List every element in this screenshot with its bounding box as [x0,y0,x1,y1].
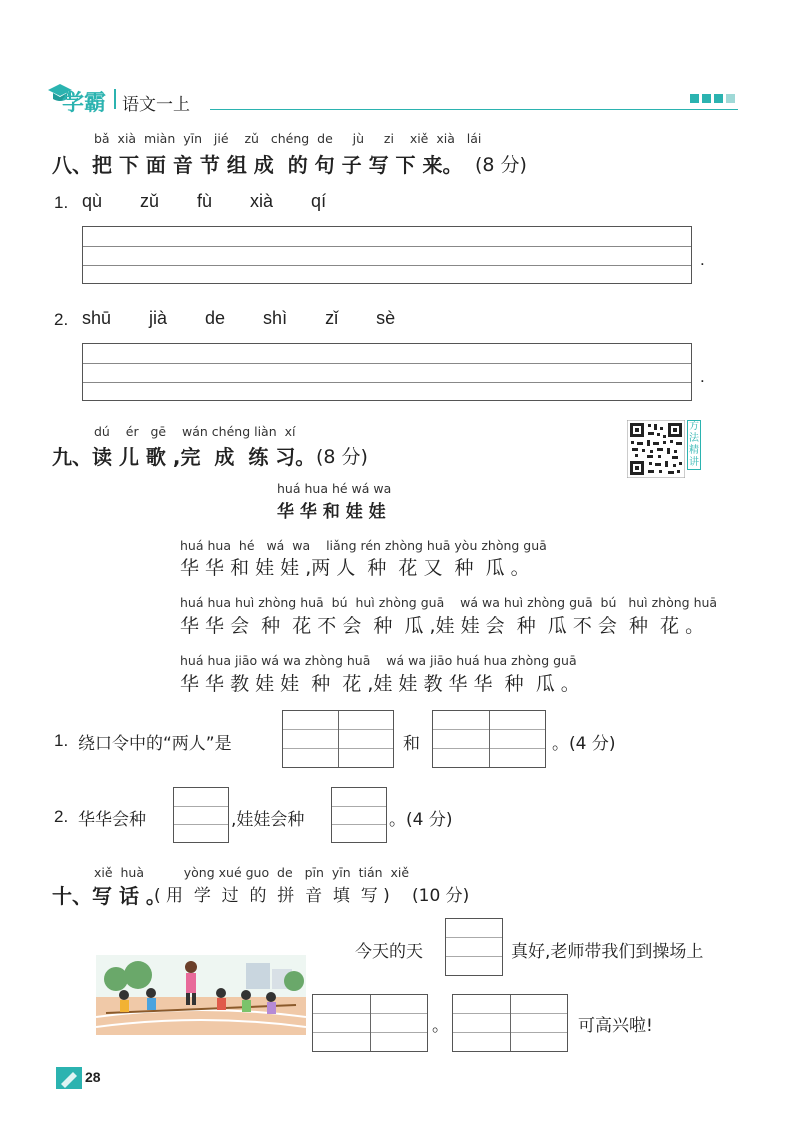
s10-line1-b: 真好,老师带我们到操场上 [511,942,704,962]
q8-2-number: 2. [54,310,69,329]
qr-code-icon [627,420,685,478]
q8-2-answer-lines[interactable] [82,343,692,401]
page-number: 28 [85,1069,101,1085]
header-squares [690,94,740,104]
q9-2-text-b: ,娃娃会种 [231,810,305,830]
q9-1-answer-b[interactable] [432,710,546,768]
s10-line1-a: 今天的天 [355,942,423,962]
pencil-icon [56,1067,82,1089]
logo-text: 学霸 [62,91,107,116]
q9-2-answer-b[interactable] [331,787,387,843]
section10-title: 十、写 话 。 [52,884,166,908]
section9-score: (8 分) [316,446,368,468]
q9-1-answer-a[interactable] [282,710,394,768]
q8-2-syllables: shū jià de shì zǐ sè [82,308,396,328]
s10-answer-activity-1[interactable] [312,994,428,1052]
header-rule [210,109,738,110]
q8-1-period: . [700,250,705,269]
q9-2-score: 。(4 分) [389,810,453,830]
q8-2-period: . [700,367,705,386]
section8-score: (8 分) [475,154,527,176]
children-playground-illustration [96,955,306,1035]
section10-paren: ( 用 学 过 的 拼 音 填 写 ) [154,886,390,906]
book-title: 语文一上 [122,95,190,115]
poem-title: 华 华 和 娃 娃 [277,502,386,522]
poem-line3-pinyin: huá hua jiāo wá wa zhòng huā wá wa jiāo huá hua zhòng guā [180,653,577,668]
section8-title: 八、把 下 面 音 节 组 成 的 句 子 写 下 来。 [52,153,463,177]
s10-line2-period: 。 [432,1016,449,1036]
poem-line3: 华 华 教 娃 娃 种 花 ,娃 娃 教 华 华 种 瓜 。 [180,673,580,695]
s10-answer-activity-2[interactable] [452,994,568,1052]
section9-title: 九、读 儿 歌 ,完 成 练 习。 [52,445,316,469]
section8-pinyin: bǎ xià miàn yīn jié zǔ chéng de jù zi xiě xià lái [94,131,482,146]
page-number-tab [56,1067,104,1089]
qr-code[interactable] [627,420,699,478]
q9-1-score: 。(4 分) [552,734,616,754]
q8-1-number: 1. [54,193,69,212]
section10-pinyin: xiě huà yòng xué guo de pīn yīn tián xiě [94,865,410,880]
s10-line2-end: 可高兴啦! [578,1016,653,1036]
poem-title-pinyin: huá hua hé wá wa [277,481,392,496]
q9-1-text: 绕口令中的“两人”是 [78,734,232,754]
poem-line1-pinyin: huá hua hé wá wa liǎng rén zhòng huā yòu zhòng guā [180,538,547,553]
q8-1-syllables: qù zǔ fù xià qí [82,191,327,211]
s10-answer-weather[interactable] [445,918,503,976]
poem-line2: 华 华 会 种 花 不 会 种 瓜 ,娃 娃 会 种 瓜 不 会 种 花 。 [180,615,705,637]
section9-pinyin: dú ér gē wán chéng liàn xí [94,424,296,439]
header-bar [40,82,740,116]
q9-1-and: 和 [403,734,420,754]
q9-2-text-a: 华华会种 [78,810,146,830]
header-divider [114,89,116,109]
q8-1-answer-lines[interactable] [82,226,692,284]
poem-line2-pinyin: huá hua huì zhòng huā bú huì zhòng guā wá wa huì zhòng guā bú huì zhòng huā [180,595,718,610]
q9-2-number: 2. [54,807,69,826]
section10-score: (10 分) [412,886,470,906]
q9-2-answer-a[interactable] [173,787,229,843]
qr-label: 方法精讲 [689,421,699,468]
poem-line1: 华 华 和 娃 娃 ,两 人 种 花 又 种 瓜 。 [180,557,530,579]
q9-1-number: 1. [54,731,69,750]
